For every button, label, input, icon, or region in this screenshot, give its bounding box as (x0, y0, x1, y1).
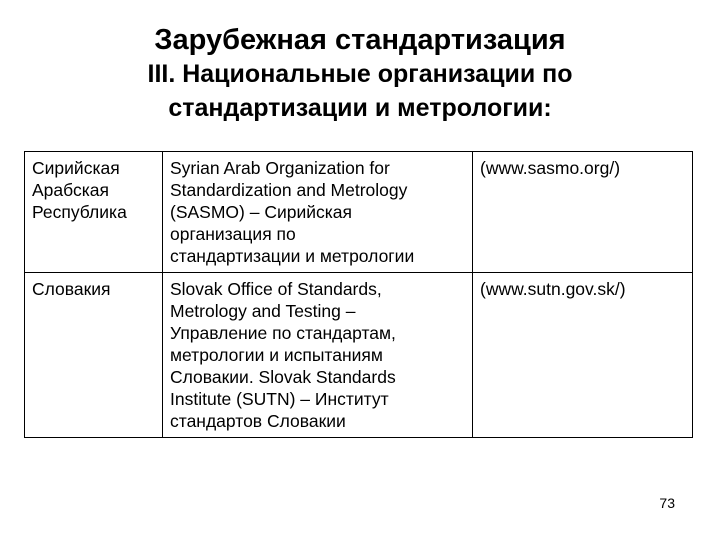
slide-title: Зарубежная стандартизация (154, 24, 566, 56)
organization-line: организация по (170, 224, 296, 244)
organization-line: метрологии и испытаниям (170, 345, 383, 365)
slide-subtitle-line-1: III. Национальные организации по (147, 60, 573, 88)
organization-line: (SASMO) – Сирийская (170, 202, 353, 222)
organization-line: Управление по стандартам, (170, 323, 396, 343)
website-link[interactable]: (www.sutn.gov.sk/) (480, 279, 626, 299)
country-line: Республика (32, 202, 127, 222)
page-number: 73 (659, 495, 675, 511)
organization-line: Metrology and Testing – (170, 301, 356, 321)
organization-line: стандартизации и метрологии (170, 246, 415, 266)
slide-subtitle-line-2: стандартизации и метрологии: (168, 94, 552, 122)
organization-line: Standardization and Metrology (170, 180, 408, 200)
organization-line: Slovak Office of Standards, (170, 279, 382, 299)
country-line: Сирийская (32, 158, 120, 178)
country-line: Арабская (32, 180, 109, 200)
organization-line: стандартов Словакии (170, 411, 346, 431)
organization-cell (163, 152, 473, 273)
country-cell (25, 152, 163, 273)
organization-line: Institute (SUTN) – Институт (170, 389, 389, 409)
organization-line: Syrian Arab Organization for (170, 158, 390, 178)
country-line: Словакия (32, 279, 111, 299)
website-link[interactable]: (www.sasmo.org/) (480, 158, 621, 178)
organization-cell (163, 273, 473, 438)
table-row-slovakia (25, 273, 693, 438)
organization-line: Словакии. Slovak Standards (170, 367, 396, 387)
organizations-table (24, 151, 693, 438)
country-cell (25, 273, 163, 438)
table-row-syria (25, 152, 693, 273)
url-cell (473, 273, 693, 438)
url-cell (473, 152, 693, 273)
